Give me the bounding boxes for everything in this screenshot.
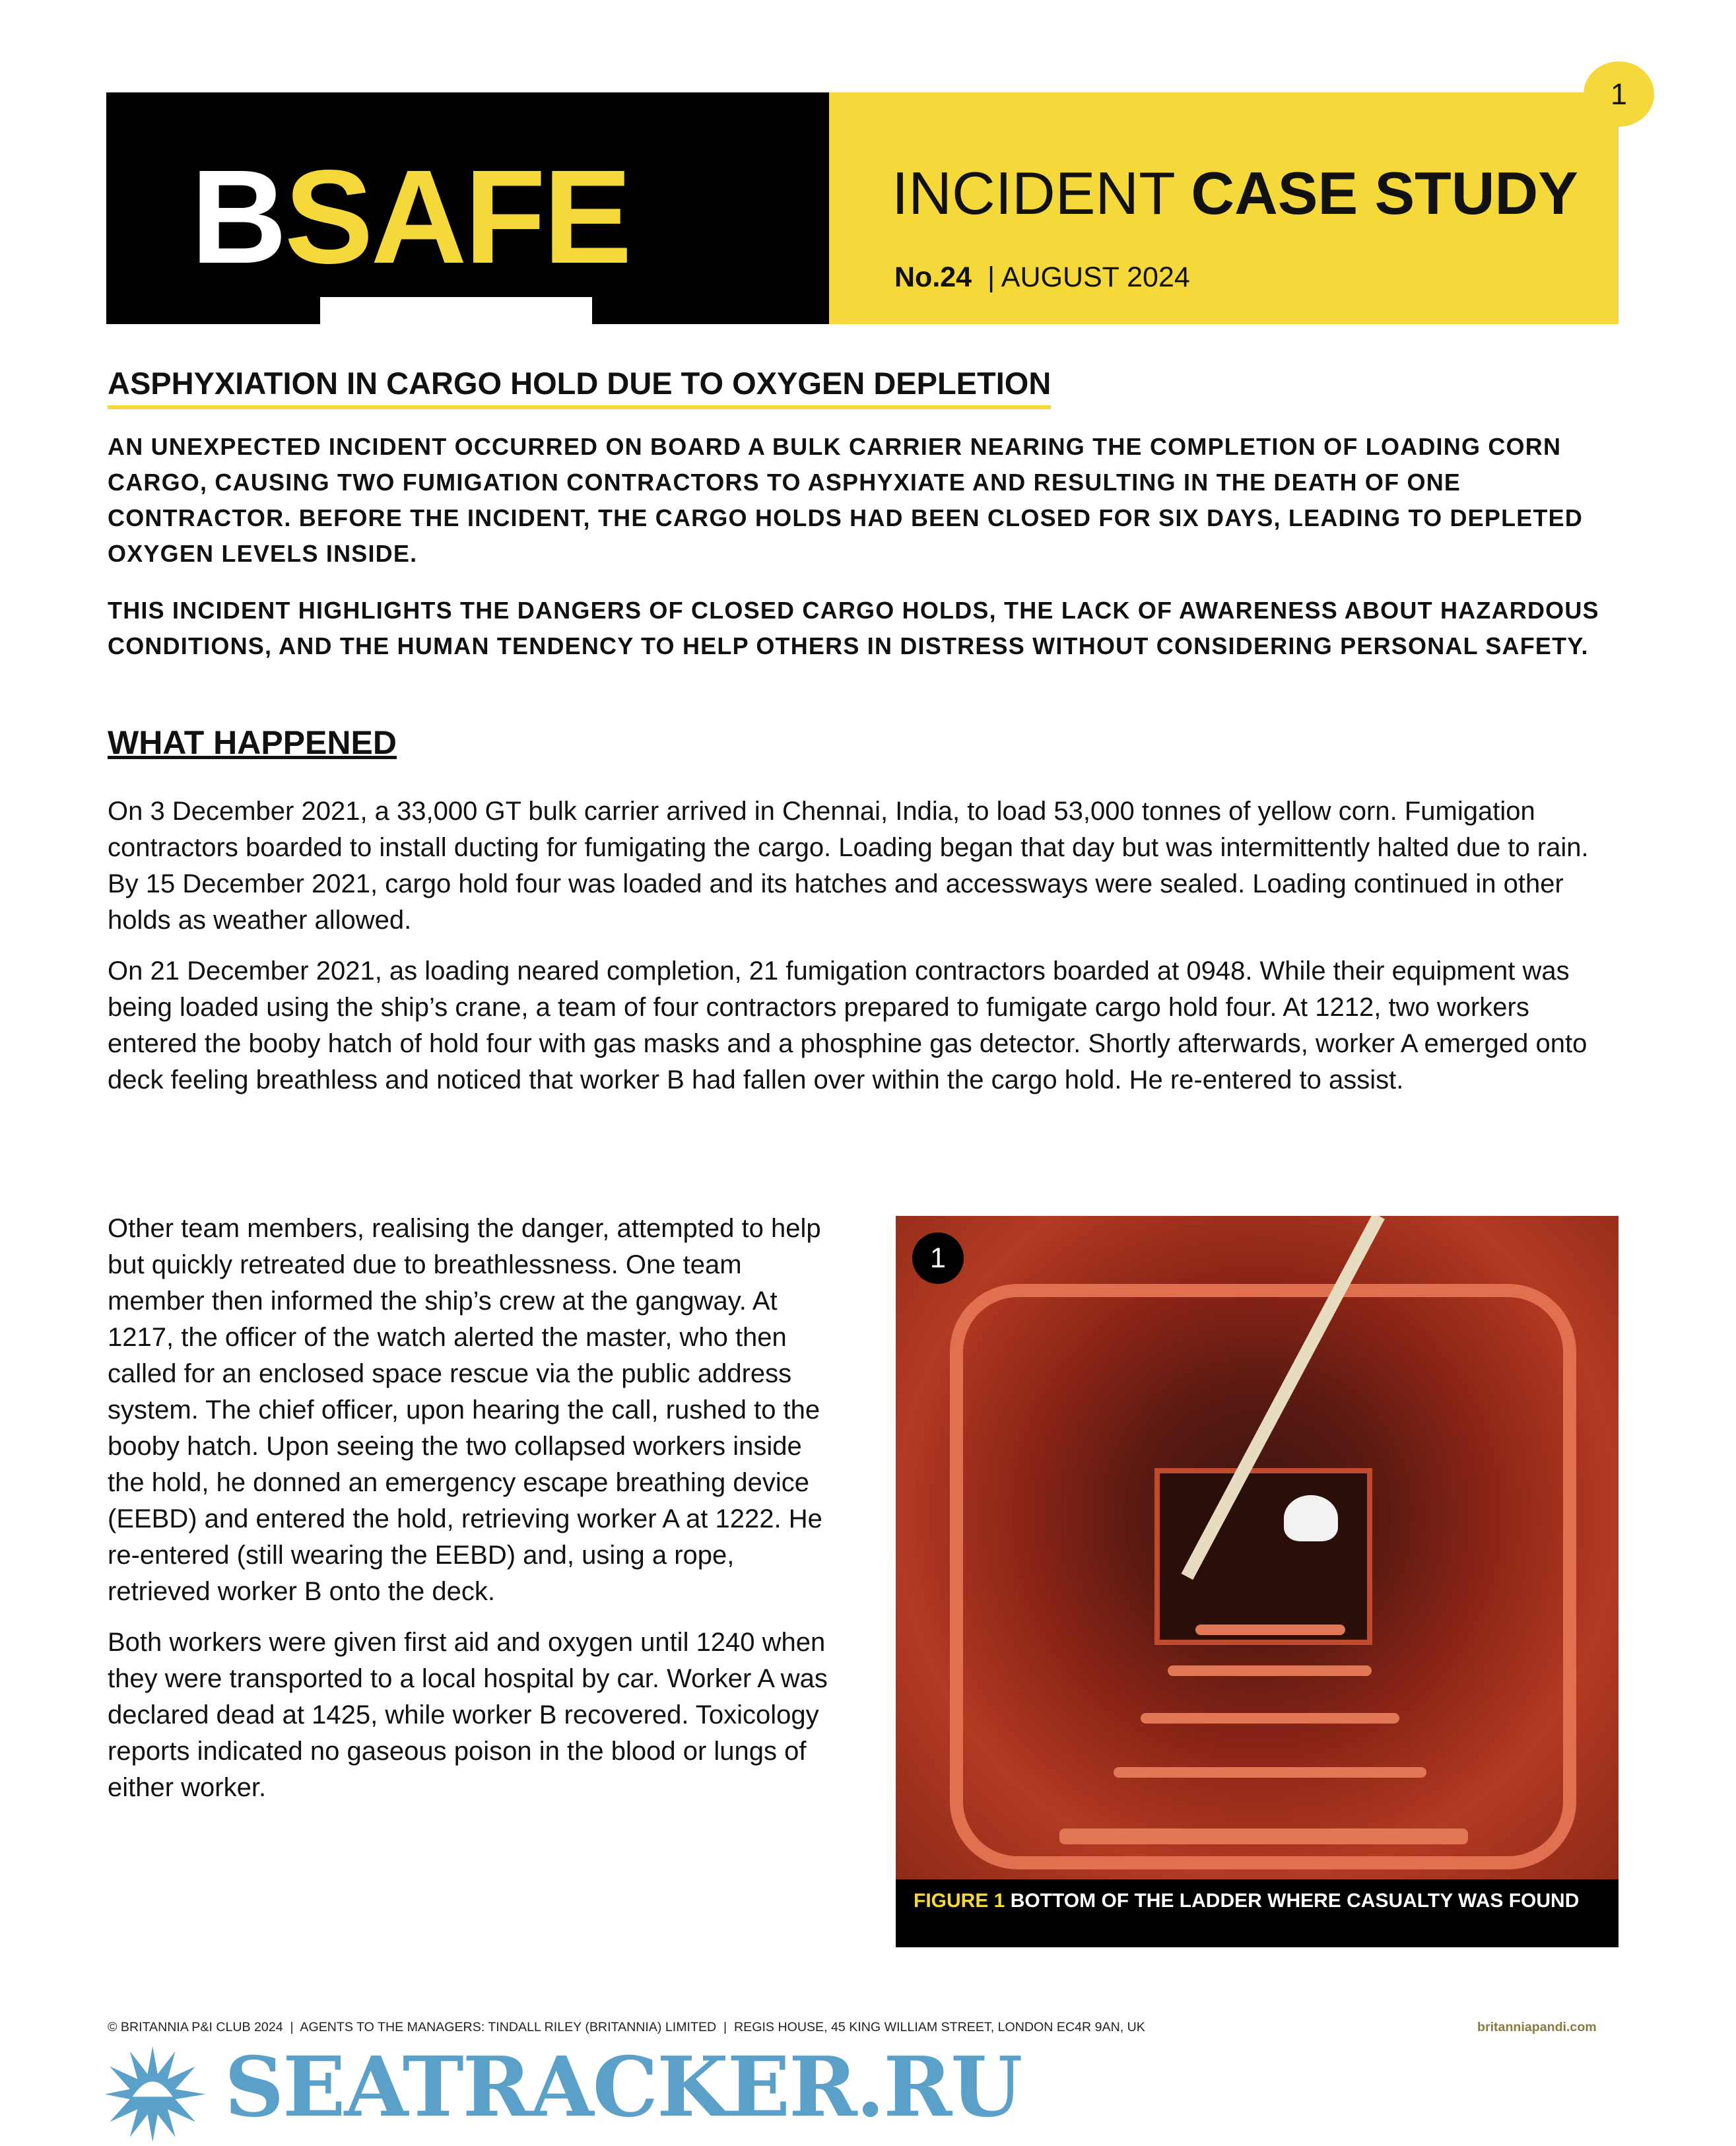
header-title-bold: CASE STUDY (1191, 160, 1578, 227)
header-title (892, 160, 1578, 227)
body-paragraph: On 21 December 2021, as loading neared completion, 21 fumigation contractors boarded at 0948. While their equipment was being loaded using the ship’s crane, a team of four contractors prepared to fumigate cargo hold four. At 1212, two workers entered the booby hatch of hold four with gas masks and a phosphine gas detector. Shortly afterwards, worker A emerged onto deck feeling breathless and noticed that worker B had fallen over within the cargo hold. He re-entered to assist. (108, 956, 1587, 1094)
article-top (108, 365, 1619, 1098)
footer-url-link[interactable]: britanniapandi.com (1477, 2020, 1597, 2034)
intro-paragraph: THIS INCIDENT HIGHLIGHTS THE DANGERS OF CLOSED CARGO HOLDS, THE LACK OF AWARENESS ABOUT HAZARDOUS CONDITIONS, AND THE HUMAN TENDENCY TO HELP OTHERS IN DISTRESS WITHOUT CONSIDERING PERSONAL SAFETY. (108, 597, 1599, 659)
issue-info (894, 261, 1190, 294)
bsafe-logo (191, 142, 630, 291)
page-number-badge: 1 (1584, 61, 1654, 127)
watermark-text: SEATRACKER.RU (224, 2039, 1022, 2135)
issue-number: No.24 (894, 261, 972, 293)
figure-photo-ladder (896, 1216, 1619, 1879)
logo-safe: SAFE (284, 142, 630, 291)
figure-label: FIGURE 1 (914, 1890, 1005, 1912)
page-title: ASPHYXIATION IN CARGO HOLD DUE TO OXYGEN DEPLETION (108, 365, 1051, 409)
watermark-sun-icon (99, 2046, 211, 2142)
section-title: WHAT HAPPENED (108, 724, 397, 761)
left-column (108, 1211, 843, 1806)
logo-b: B (191, 142, 284, 291)
body-paragraph: Both workers were given first aid and oxygen until 1240 when they were transported to a local hospital by car. Worker A was declared dead at 1425, while worker B recovered. Toxicology reports indicated no gaseous poison in the blood or lungs of either worker. (108, 1628, 828, 1802)
issue-date: | AUGUST 2024 (987, 261, 1190, 293)
figure-caption-text: BOTTOM OF THE LADDER WHERE CASUALTY WAS FOUND (1010, 1890, 1580, 1912)
intro-paragraph: AN UNEXPECTED INCIDENT OCCURRED ON BOARD A BULK CARRIER NEARING THE COMPLETION OF LOADING CORN CARGO, CAUSING TWO FUMIGATION CONTRACTORS TO ASPHYXIATE AND RESULTING IN THE DEATH OF ONE CONTRACTOR. BEFORE THE INCIDENT, THE CARGO HOLDS HAD BEEN CLOSED FOR SIX DAYS, LEADING TO DEPLETED OXYGEN LEVELS INSIDE. (108, 433, 1584, 567)
header-title-light: INCIDENT (892, 160, 1191, 227)
figure-caption (896, 1879, 1619, 1947)
body-paragraph: On 3 December 2021, a 33,000 GT bulk carrier arrived in Chennai, India, to load 53,000 tonnes of yellow corn. Fumigation contractors boarded to install ducting for fumigating the cargo. Loading began that day but was intermittently halted due to rain. By 15 December 2021, cargo hold four was loaded and its hatches and accessways were sealed. Loading continued in other holds as weather allowed. (108, 797, 1589, 935)
header-notch (320, 297, 592, 324)
figure-number-badge: 1 (912, 1232, 964, 1284)
body-paragraph: Other team members, realising the danger, attempted to help but quickly retreated due to breathlessness. One team member then informed the ship’s crew at the gangway. At 1217, the officer of the watch alerted the master, who then called for an enclosed space rescue via the public address system. The chief officer, upon hearing the call, rushed to the booby hatch. Upon seeing the two collapsed workers inside the hold, he donned an emergency escape breathing device (EEBD) and entered the hold, retrieving worker A at 1222. He re-entered (still wearing the EEBD) and, using a rope, retrieved worker B onto the deck. (108, 1214, 822, 1606)
footer-text: © BRITANNIA P&I CLUB 2024 | AGENTS TO THE MANAGERS: TINDALL RILEY (BRITANNIA) LIMITED | REGIS HOUSE, 45 KING WILLIAM STREET, LONDON EC4R 9AN, UK (108, 2020, 1145, 2034)
